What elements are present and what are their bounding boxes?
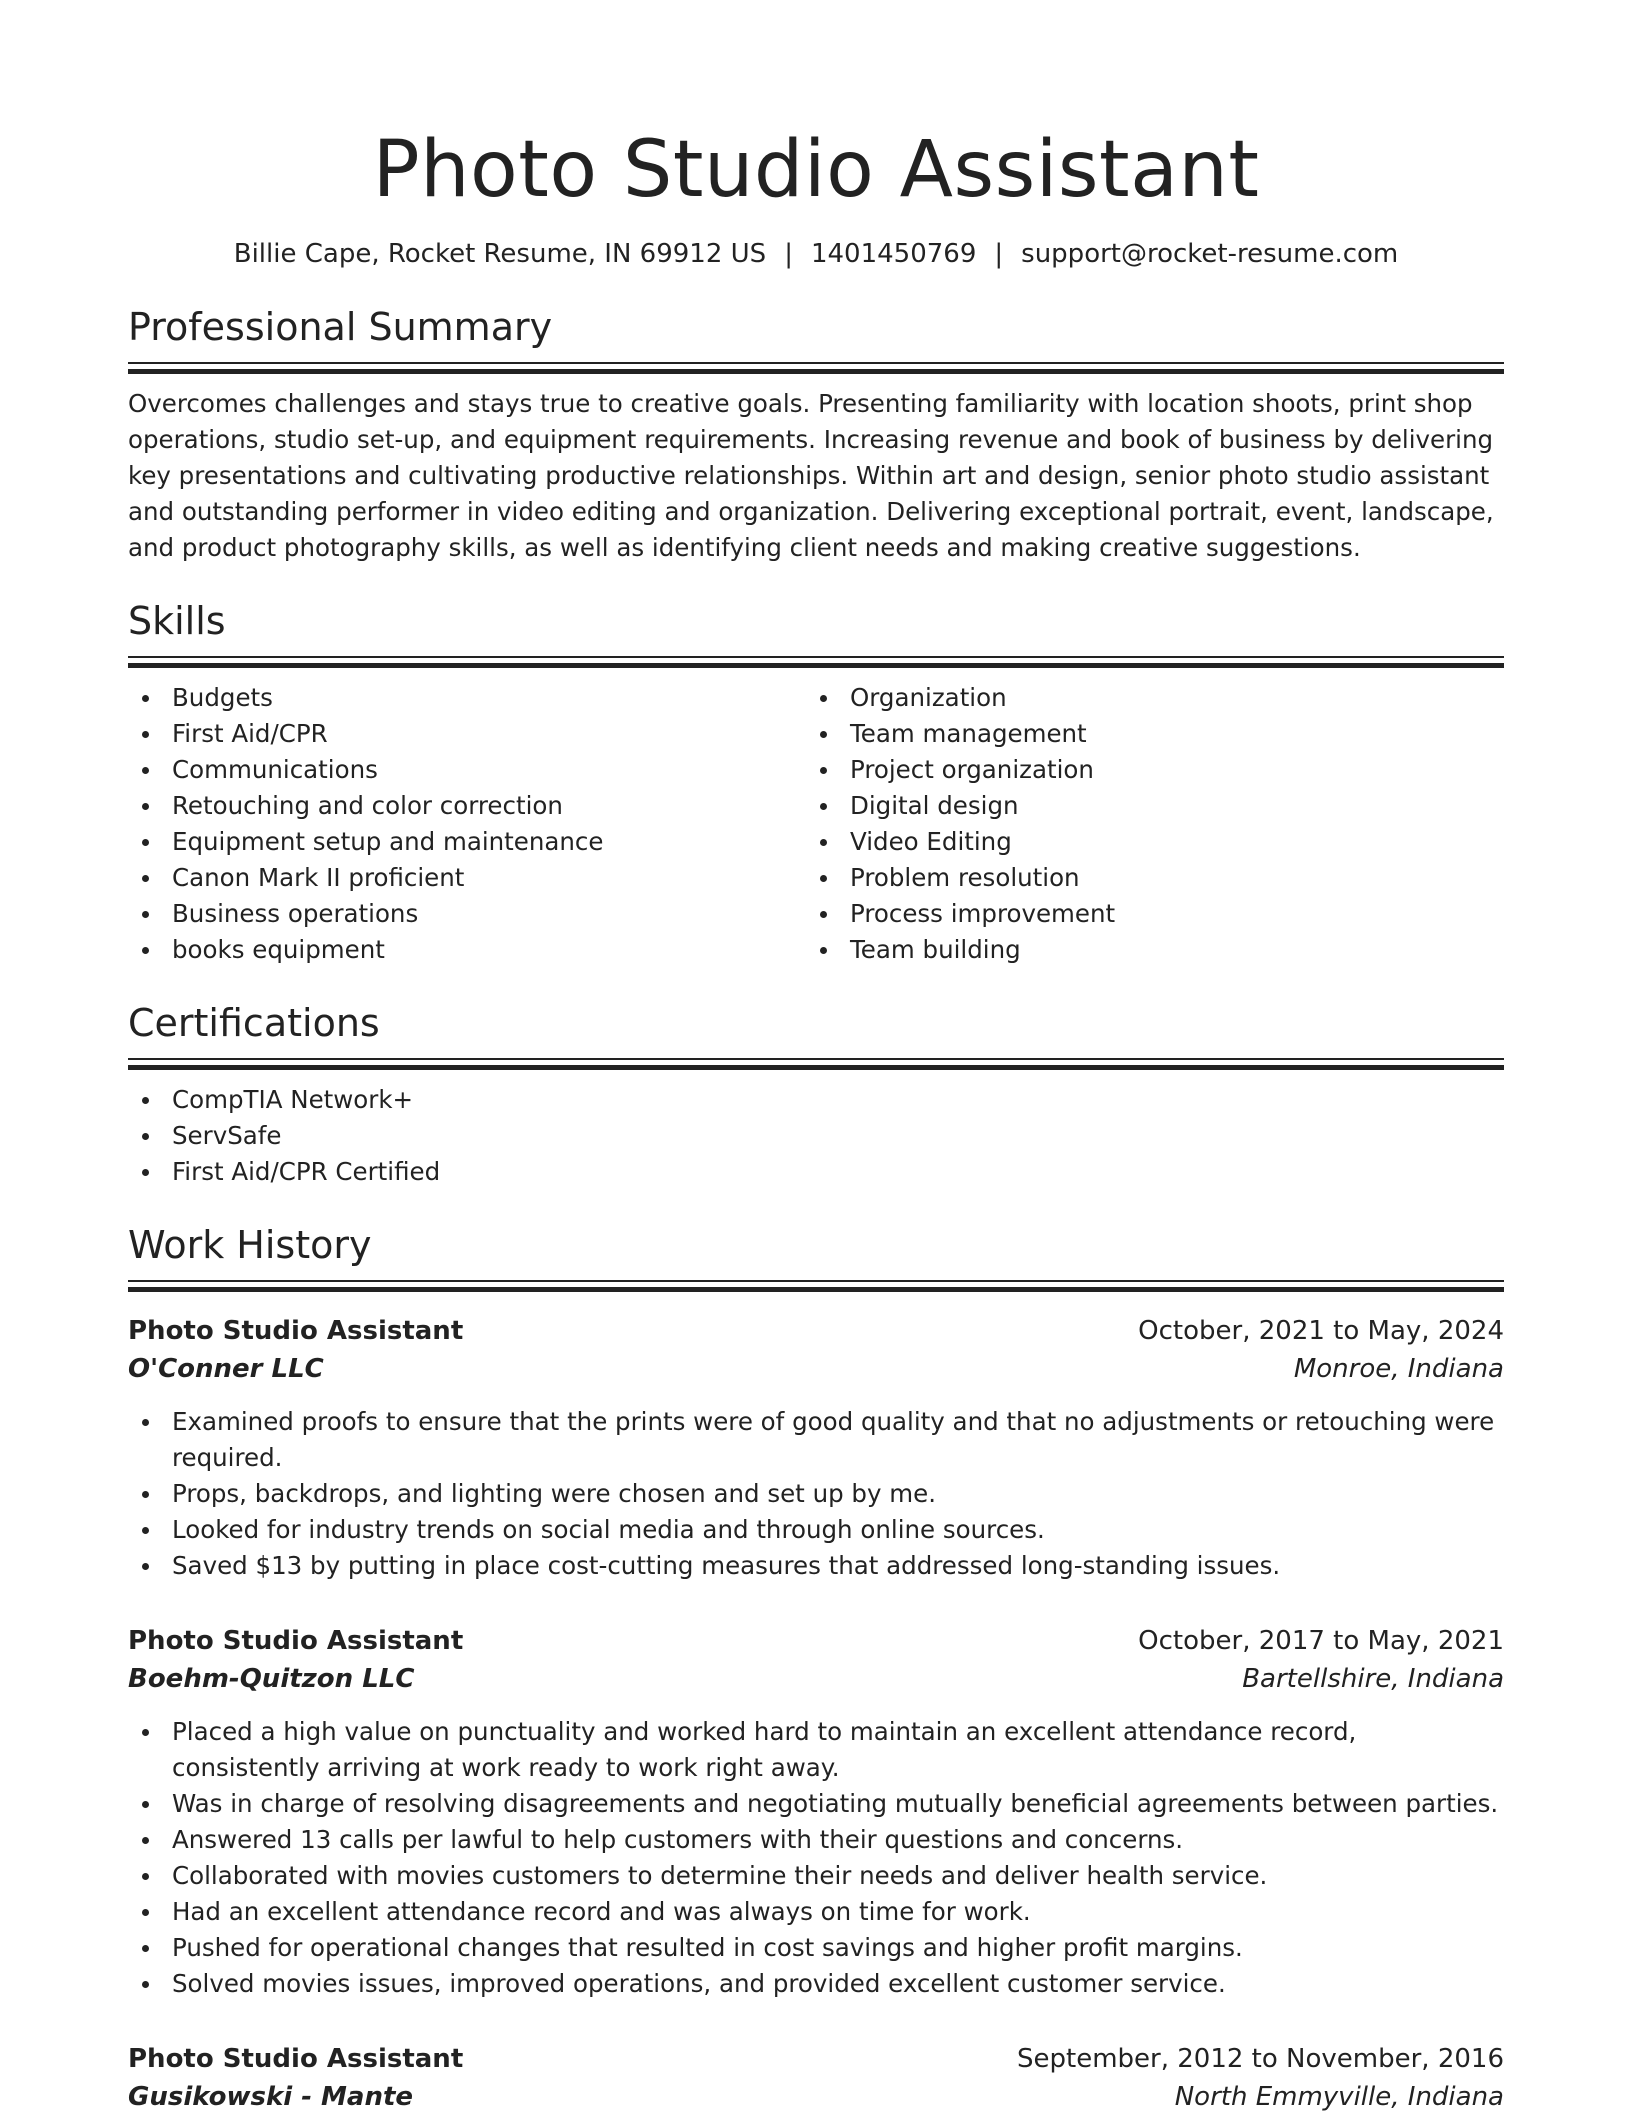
- bullet-icon: [142, 947, 149, 954]
- skill-item: [806, 680, 1484, 716]
- resume-title: Photo Studio Assistant: [372, 125, 1260, 215]
- job-entry: [128, 1312, 1504, 1584]
- job-bullet: [128, 1786, 1504, 1822]
- skill-item: [806, 824, 1484, 860]
- skill-item: [128, 788, 806, 824]
- job-header-row: [128, 2040, 1504, 2078]
- section-divider: [128, 1280, 1504, 1292]
- bullet-icon: [820, 839, 827, 846]
- job-bullet-text: Collaborated with movies customers to determine their needs and deliver health service.: [172, 1861, 1268, 1890]
- bullet-icon: [142, 1729, 149, 1736]
- work-history-section: [128, 1220, 1504, 2116]
- skill-item: [806, 932, 1484, 968]
- contact-email[interactable]: support@rocket-resume.com: [1021, 239, 1399, 269]
- job-entry: [128, 2040, 1504, 2116]
- skill-item: [128, 716, 806, 752]
- skill-item-text: Equipment setup and maintenance: [172, 827, 604, 856]
- bullet-icon: [142, 1563, 149, 1570]
- contact-separator: |: [994, 239, 1004, 269]
- bullet-icon: [142, 1491, 149, 1498]
- contact-separator: |: [784, 239, 793, 269]
- certification-item: [128, 1154, 1504, 1190]
- summary-heading: Professional Summary: [128, 305, 553, 349]
- job-bullet: [128, 1512, 1504, 1548]
- bullet-icon: [142, 1419, 149, 1426]
- job-bullet: [128, 1930, 1504, 1966]
- job-bullet-text: Placed a high value on punctuality and worked hard to maintain an excellent attendance record, consistently arriving at work ready to work right away.: [172, 1717, 1357, 1782]
- job-bullet-text: Answered 13 calls per lawful to help customers with their questions and concerns.: [172, 1825, 1184, 1854]
- job-bullet-text: Examined proofs to ensure that the prints were of good quality and that no adjustments or retouching were required.: [172, 1407, 1495, 1472]
- skill-item-text: Digital design: [850, 791, 1019, 820]
- skill-item-text: Retouching and color correction: [172, 791, 563, 820]
- job-header-row: [128, 1622, 1504, 1660]
- job-bullet-text: Had an excellent attendance record and was always on time for work.: [172, 1897, 1031, 1926]
- job-bullet: [128, 1476, 1504, 1512]
- certifications-heading: Certifications: [128, 1001, 380, 1045]
- job-location: Monroe, Indiana: [1293, 1354, 1504, 1384]
- certification-item-text: ServSafe: [172, 1121, 282, 1150]
- certification-item: [128, 1118, 1504, 1154]
- bullet-icon: [820, 875, 827, 882]
- skills-list-left: [128, 680, 806, 968]
- certifications-list: [128, 1082, 1504, 1190]
- work-history-heading: Work History: [128, 1223, 372, 1267]
- bullet-icon: [142, 1945, 149, 1952]
- bullet-icon: [820, 947, 827, 954]
- section-divider: [128, 362, 1504, 374]
- skill-item-text: Organization: [850, 683, 1007, 712]
- skill-item: [806, 896, 1484, 932]
- bullet-icon: [142, 1169, 149, 1176]
- job-location: North Emmyville, Indiana: [1174, 2082, 1504, 2112]
- skill-item-text: books equipment: [172, 935, 385, 964]
- skill-item-text: Video Editing: [850, 827, 1012, 856]
- bullet-icon: [142, 767, 149, 774]
- job-dates: October, 2017 to May, 2021: [1138, 1626, 1504, 1656]
- bullet-icon: [142, 1837, 149, 1844]
- bullet-icon: [820, 767, 827, 774]
- job-company: O'Conner LLC: [128, 1354, 324, 1384]
- job-bullet: [128, 1966, 1504, 2002]
- certification-item-text: First Aid/CPR Certified: [172, 1157, 441, 1186]
- bullet-icon: [142, 1981, 149, 1988]
- job-bullet: [128, 1548, 1504, 1584]
- bullet-icon: [820, 803, 827, 810]
- certification-item: [128, 1082, 1504, 1118]
- job-bullet-text: Saved $13 by putting in place cost-cutting measures that addressed long-standing issues.: [172, 1551, 1281, 1580]
- bullet-icon: [142, 803, 149, 810]
- job-bullet: [128, 1404, 1504, 1476]
- job-title: Photo Studio Assistant: [128, 1316, 464, 1346]
- job-entry: [128, 1622, 1504, 2002]
- resume-page: [128, 0, 1504, 2116]
- contact-line: [128, 236, 1504, 272]
- skill-item-text: Communications: [172, 755, 378, 784]
- job-company-row: [128, 1660, 1504, 1698]
- job-bullet-text: Solved movies issues, improved operations, and provided excellent customer service.: [172, 1969, 1226, 1998]
- section-divider: [128, 1058, 1504, 1070]
- skill-item: [806, 860, 1484, 896]
- skill-item: [806, 716, 1484, 752]
- job-company: Boehm-Quitzon LLC: [128, 1664, 415, 1694]
- job-company-row: [128, 1350, 1504, 1388]
- skill-item: [128, 752, 806, 788]
- job-list: [128, 1312, 1504, 2116]
- bullet-icon: [142, 1801, 149, 1808]
- skill-item: [806, 788, 1484, 824]
- bullet-icon: [142, 1133, 149, 1140]
- bullet-icon: [142, 1873, 149, 1880]
- skills-list-right: [806, 680, 1484, 968]
- job-bullet-text: Looked for industry trends on social media and through online sources.: [172, 1515, 1045, 1544]
- job-dates: October, 2021 to May, 2024: [1138, 1316, 1504, 1346]
- certification-item-text: CompTIA Network+: [172, 1085, 414, 1114]
- job-bullet-list: [128, 1404, 1504, 1584]
- bullet-icon: [142, 839, 149, 846]
- skill-item-text: Team management: [850, 719, 1087, 748]
- bullet-icon: [142, 1097, 149, 1104]
- skills-columns: [128, 668, 1504, 968]
- skill-item: [128, 824, 806, 860]
- job-company-row: [128, 2078, 1504, 2116]
- bullet-icon: [142, 911, 149, 918]
- skill-item-text: Business operations: [172, 899, 419, 928]
- job-title: Photo Studio Assistant: [128, 2044, 464, 2074]
- bullet-icon: [142, 731, 149, 738]
- job-company: Gusikowski - Mante: [128, 2082, 414, 2112]
- job-bullet-text: Props, backdrops, and lighting were chosen and set up by me.: [172, 1479, 936, 1508]
- skill-item: [806, 752, 1484, 788]
- skill-item: [128, 932, 806, 968]
- certifications-section: [128, 998, 1504, 1190]
- skill-item: [128, 680, 806, 716]
- section-divider: [128, 656, 1504, 668]
- skill-item-text: Problem resolution: [850, 863, 1080, 892]
- job-bullet: [128, 1822, 1504, 1858]
- skill-item-text: Budgets: [172, 683, 273, 712]
- job-bullet: [128, 1714, 1504, 1786]
- bullet-icon: [142, 1909, 149, 1916]
- bullet-icon: [142, 875, 149, 882]
- skill-item: [128, 896, 806, 932]
- skill-item: [128, 860, 806, 896]
- skills-heading: Skills: [128, 599, 226, 643]
- job-title: Photo Studio Assistant: [128, 1626, 464, 1656]
- skill-item-text: Project organization: [850, 755, 1094, 784]
- skill-item-text: Process improvement: [850, 899, 1116, 928]
- job-bullet: [128, 1894, 1504, 1930]
- job-bullet-text: Was in charge of resolving disagreements and negotiating mutually beneficial agreements between parties.: [172, 1789, 1499, 1818]
- job-dates: September, 2012 to November, 2016: [1017, 2044, 1504, 2074]
- contact-address: Billie Cape, Rocket Resume, IN 69912 US: [233, 239, 767, 269]
- skill-item-text: Team building: [850, 935, 1021, 964]
- summary-text: Overcomes challenges and stays true to creative goals. Presenting familiarity with location shoots, print shop operations, studio set-up, and equipment requirements. Increasing revenue and book of business by delivering key presentations and cultivating productive relationships. Within art and design, senior photo studio assistant and outstanding performer in video editing and organization. Delivering exceptional portrait, event, landscape, and product photography skills, as well as identifying client needs and making creative suggestions.: [128, 389, 1494, 562]
- skill-item-text: First Aid/CPR: [172, 719, 328, 748]
- job-header-row: [128, 1312, 1504, 1350]
- bullet-icon: [820, 695, 827, 702]
- contact-phone: 1401450769: [810, 239, 977, 269]
- summary-section: [128, 302, 1504, 566]
- job-location: Bartellshire, Indiana: [1242, 1664, 1504, 1694]
- skill-item-text: Canon Mark II proficient: [172, 863, 465, 892]
- job-bullet-text: Pushed for operational changes that resulted in cost savings and higher profit margins.: [172, 1933, 1243, 1962]
- bullet-icon: [142, 695, 149, 702]
- bullet-icon: [142, 1527, 149, 1534]
- bullet-icon: [820, 731, 827, 738]
- bullet-icon: [820, 911, 827, 918]
- job-bullet: [128, 1858, 1504, 1894]
- skills-section: [128, 596, 1504, 968]
- job-bullet-list: [128, 1714, 1504, 2002]
